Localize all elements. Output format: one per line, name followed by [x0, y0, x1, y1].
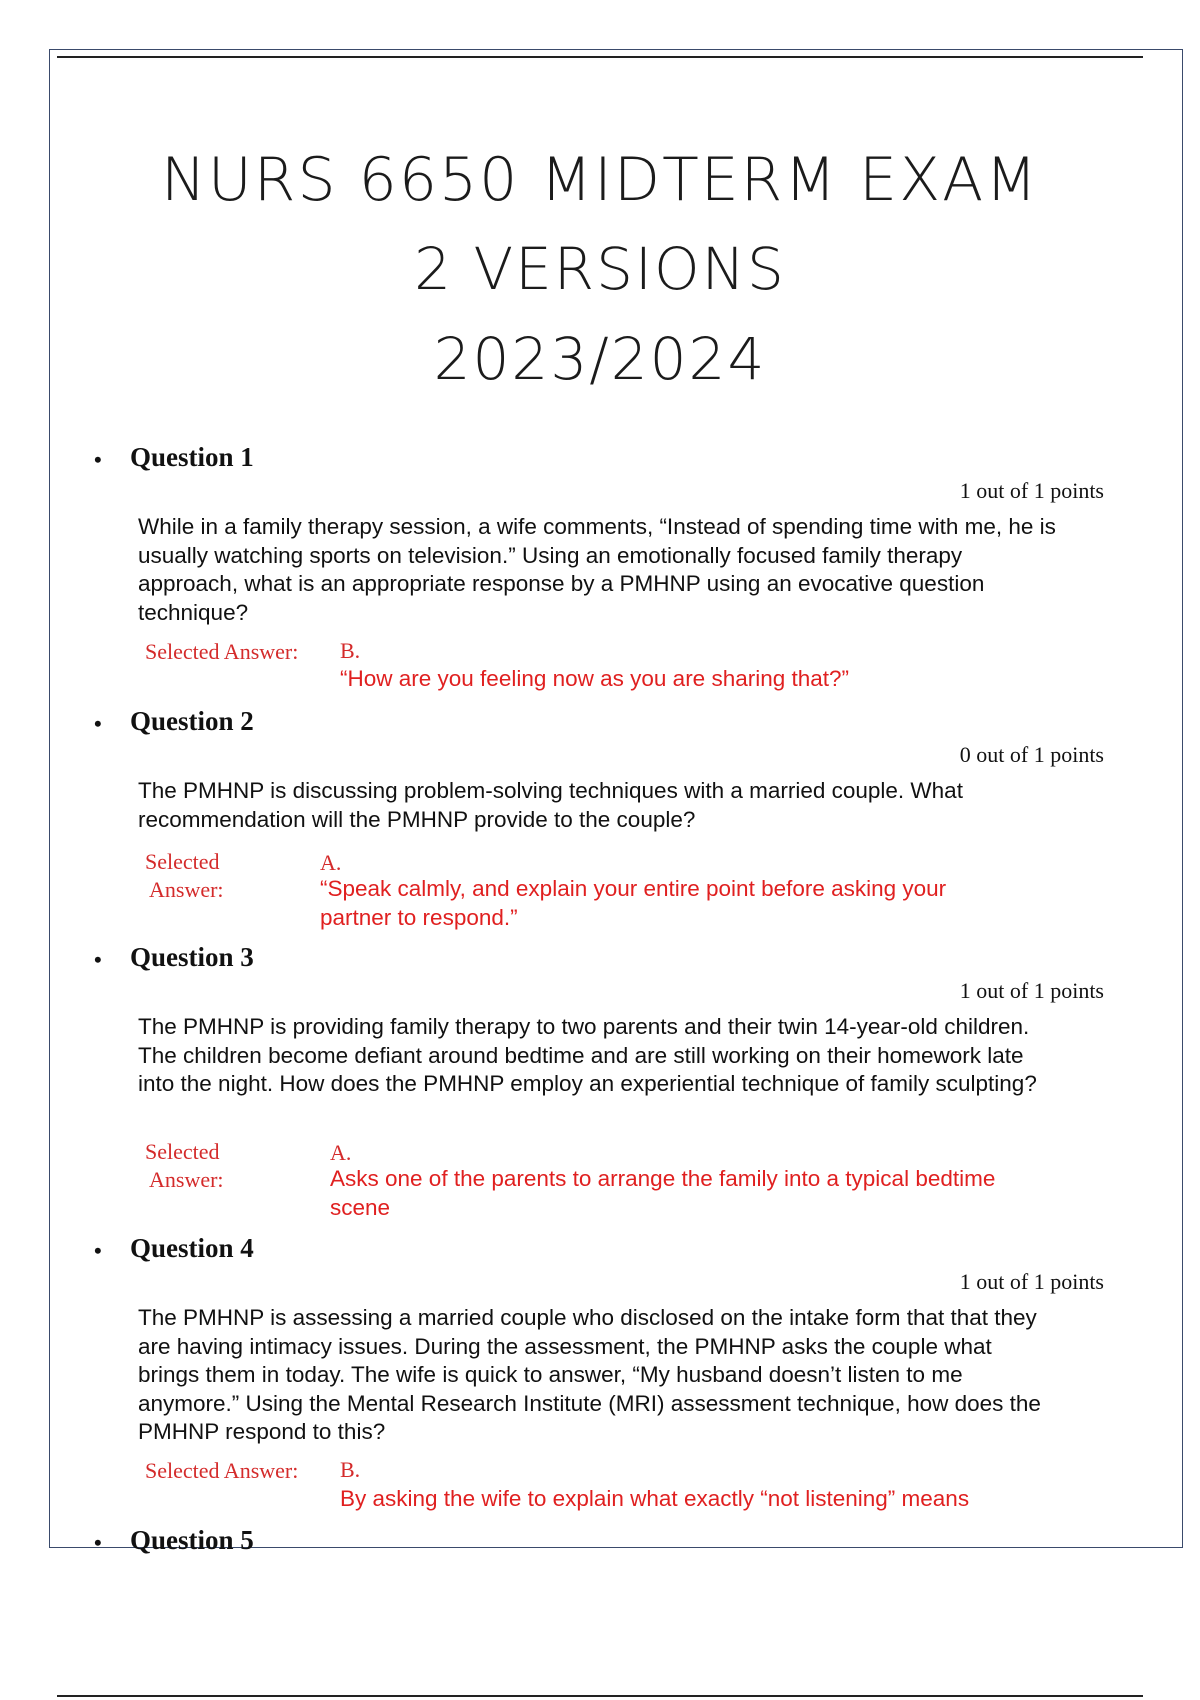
- bullet-icon: •: [94, 946, 102, 972]
- question-4-title: Question 4: [130, 1233, 254, 1263]
- question-1-title: Question 1: [130, 442, 254, 472]
- bullet-icon: •: [94, 446, 102, 472]
- question-4-text: The PMHNP is assessing a married couple who disclosed on the intake form that that they are having intimacy issues. During the assessment, the PMHNP asks the couple what brings them in today. The wife is quick to answer, “My husband doesn’t listen to me anymore.” Using the Mental Research Institute (MRI) assessment technique, how does the PMHNP respond to this?: [138, 1305, 1041, 1444]
- question-2-selected-label: Selected: [145, 849, 220, 874]
- bottom-rule: [57, 1695, 1143, 1697]
- question-2-text: The PMHNP is discussing problem-solving techniques with a married couple. What recommendation will the PMHNP provide to the couple?: [138, 778, 963, 832]
- question-5-heading: [94, 1525, 254, 1556]
- question-1-points: 1 out of 1 points: [959, 478, 1104, 503]
- question-2-answer-label: Answer:: [149, 877, 224, 902]
- question-2-answer-text: “Speak calmly, and explain your entire point before asking your partner to respond.”: [320, 876, 947, 930]
- question-1-selected-label: Selected Answer:: [145, 639, 299, 664]
- question-4-heading: [94, 1233, 254, 1264]
- bullet-icon: •: [94, 1237, 102, 1263]
- question-3-answer-letter: A.: [330, 1140, 352, 1165]
- title-line-1: NURS 6650 MIDTERM EXAM: [161, 145, 1039, 215]
- bullet-icon: •: [94, 1529, 102, 1555]
- question-3-title: Question 3: [130, 942, 254, 972]
- question-1-answer-letter: B.: [340, 638, 361, 663]
- question-2-title: Question 2: [130, 706, 254, 736]
- title-line-3: 2023/2024: [433, 325, 767, 393]
- question-4-answer-text: By asking the wife to explain what exactly “not listening” means: [340, 1486, 970, 1511]
- question-3-text: The PMHNP is providing family therapy to two parents and their twin 14-year-old children. The children become defiant around bedtime and are still working on their homework late into the night. How does the PMHNP employ an experiential technique of family sculpting?: [138, 1014, 1037, 1096]
- question-3-selected-label: Selected: [145, 1139, 220, 1164]
- question-4-selected-label: Selected Answer:: [145, 1458, 299, 1483]
- title-line-2: 2 VERSIONS: [414, 235, 786, 303]
- question-3-answer-label: Answer:: [149, 1167, 224, 1192]
- question-2-points: 0 out of 1 points: [959, 742, 1104, 767]
- question-3-answer-text: Asks one of the parents to arrange the family into a typical bedtime scene: [330, 1166, 996, 1220]
- question-5-title: Question 5: [130, 1525, 254, 1555]
- question-2-answer-letter: A.: [320, 850, 342, 875]
- question-4-answer-letter: B.: [340, 1457, 361, 1482]
- top-rule: [57, 56, 1143, 58]
- question-3-heading: [94, 942, 254, 973]
- question-1-answer-text: “How are you feeling now as you are sharing that?”: [340, 666, 850, 691]
- question-2-heading: [94, 706, 254, 737]
- question-4-points: 1 out of 1 points: [959, 1269, 1104, 1294]
- question-1-text: While in a family therapy session, a wife comments, “Instead of spending time with me, he is usually watching sports on television.” Using an emotionally focused family therapy approach, what is an appropriate response by a PMHNP using an evocative question technique?: [138, 514, 1056, 625]
- question-1-heading: [94, 442, 254, 473]
- bullet-icon: •: [94, 710, 102, 736]
- question-3-points: 1 out of 1 points: [959, 978, 1104, 1003]
